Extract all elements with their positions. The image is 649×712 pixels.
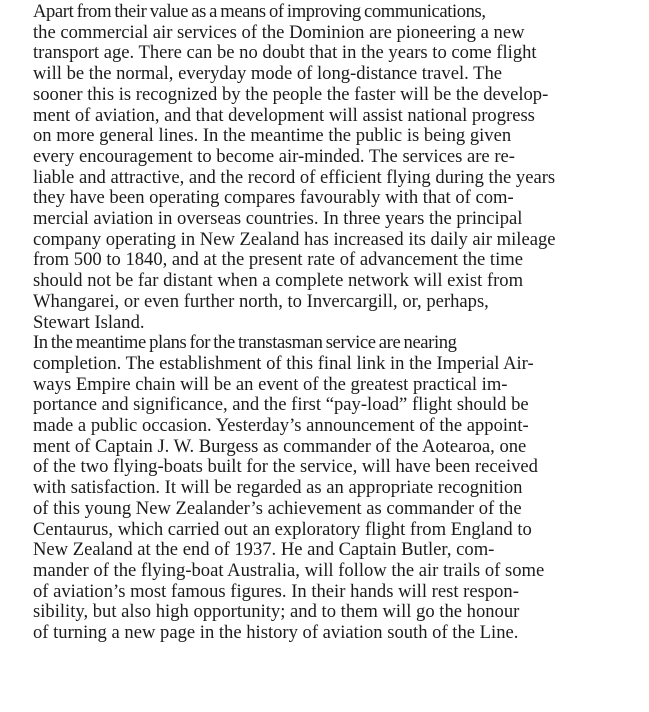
text-line: New Zealand at the end of 1937. He and Captain Butler, com- [33, 539, 495, 561]
text-line: ment of Captain J. W. Burgess as commander of the Aotearoa, one [33, 435, 527, 457]
text-line: made a public occasion. Yesterday’s announcement of the appoint- [33, 415, 529, 437]
text-line: completion. The establishment of this final link in the Imperial Air- [33, 352, 534, 374]
text-line: mercial aviation in overseas countries. In three years the principal [33, 208, 523, 230]
text-line: of turning a new page in the history of aviation south of the Line. [33, 622, 519, 644]
text-line: of aviation’s most famous figures. In their hands will rest respon- [33, 580, 519, 602]
text-line: Stewart Island. [33, 311, 145, 333]
article-body [5, 2, 647, 644]
text-line: on more general lines. In the meantime the public is being given [33, 125, 512, 147]
text-line: should not be far distant when a complete network will exist from [33, 270, 524, 292]
text-line: will be the normal, everyday mode of long-distance travel. The [33, 63, 502, 85]
paragraph-2 [5, 333, 647, 644]
text-line: every encouragement to become air-minded. The services are re- [33, 145, 515, 167]
text-line: ment of aviation, and that development will assist national progress [33, 104, 535, 126]
text-line: ways Empire chain will be an event of the greatest practical im- [33, 373, 508, 395]
text-line: In the meantime plans for the transtasman service are nearing [33, 332, 457, 354]
text-line: Centaurus, which carried out an exploratory flight from England to [33, 518, 532, 540]
text-line: with satisfaction. It will be regarded as an appropriate recognition [33, 477, 523, 499]
text-line: Whangarei, or even further north, to Invercargill, or, perhaps, [33, 290, 489, 312]
text-line: liable and attractive, and the record of efficient flying during the years [33, 166, 556, 188]
text-line: portance and significance, and the first “pay-load” flight should be [33, 394, 529, 416]
text-line: mander of the flying-boat Australia, will follow the air trails of some [33, 559, 545, 581]
text-line: of this young New Zealander’s achievement as commander of the [33, 497, 522, 519]
text-line: sibility, but also high opportunity; and to them will go the honour [33, 601, 520, 623]
text-line: from 500 to 1840, and at the present rate of advancement the time [33, 249, 523, 271]
paragraph-1 [5, 2, 647, 333]
text-line: Apart from their value as a means of improving communications, [33, 1, 486, 22]
text-line: transport age. There can be no doubt that in the years to come flight [33, 42, 537, 64]
text-line: company operating in New Zealand has increased its daily air mileage [33, 228, 556, 250]
text-line: the commercial air services of the Dominion are pioneering a new [33, 21, 525, 43]
text-line: of the two flying-boats built for the service, will have been received [33, 456, 538, 478]
text-line: sooner this is recognized by the people the faster will be the develop- [33, 83, 549, 105]
text-line: they have been operating compares favourably with that of com- [33, 187, 514, 209]
